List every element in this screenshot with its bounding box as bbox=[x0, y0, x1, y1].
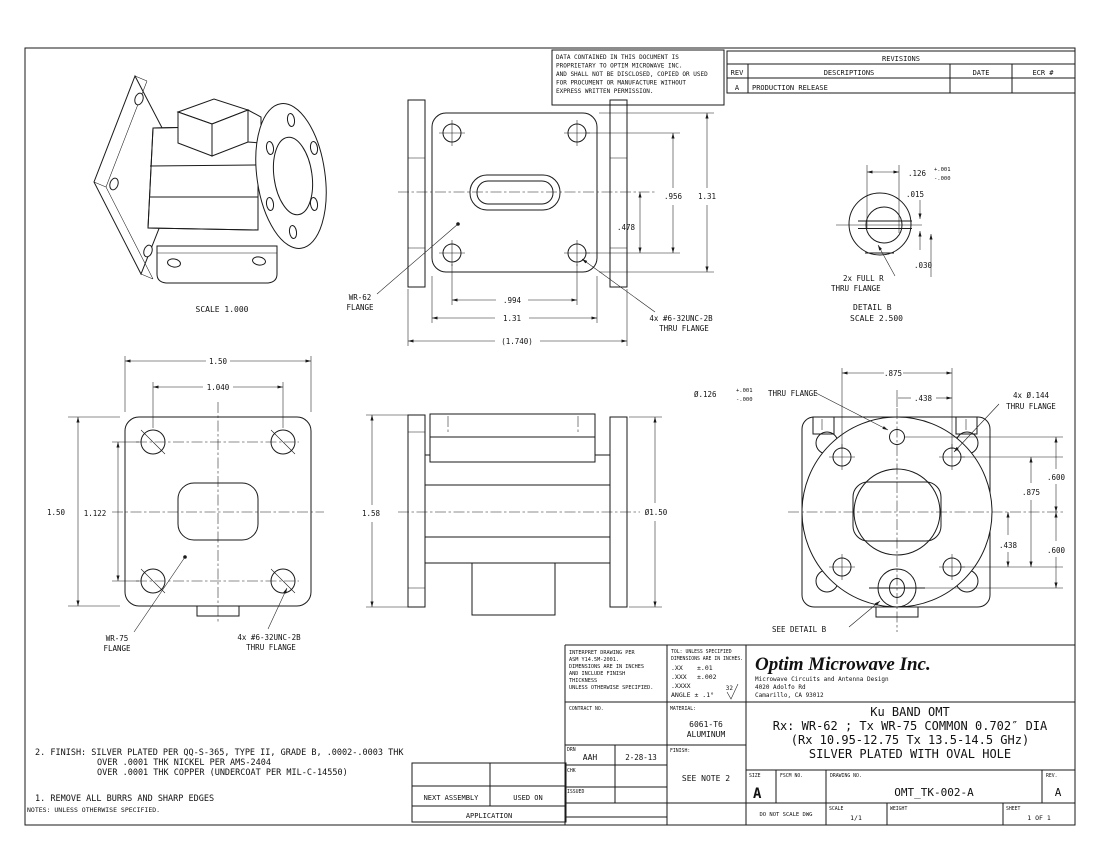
round-flange-view bbox=[694, 368, 1066, 634]
tolerance-xx-value: ±.01 bbox=[697, 664, 713, 672]
detail-b-note-2: THRU FLANGE bbox=[831, 284, 881, 293]
dim-875-right: .875 bbox=[1021, 488, 1041, 497]
application-block bbox=[412, 763, 566, 822]
note-1: 1. REMOVE ALL BURRS AND SHARP EDGES bbox=[35, 794, 215, 804]
prop-line-4: FOR PROCUMENT OR MANUFACTURE WITHOUT bbox=[556, 79, 687, 87]
note-2-line-1: 2. FINISH: SILVER PLATED PER QQ-S-365, TYPE II, GRADE B, .0002-.0003 THK bbox=[35, 748, 404, 758]
title-block bbox=[565, 645, 1075, 825]
prop-line-5: EXPRESS WRITTEN PERMISSION. bbox=[556, 88, 654, 95]
wr62-flange-label-2: FLANGE bbox=[346, 303, 374, 312]
revision-row-rev: A bbox=[734, 84, 740, 92]
tolerance-line-1: TOL: UNLESS SPECIFIED bbox=[671, 650, 732, 655]
interpret-line-2: ASM Y14.5M-2001. bbox=[569, 657, 619, 663]
interpret-line-5: THICKNESS bbox=[569, 678, 598, 684]
material-value-1: 6061-T6 bbox=[689, 720, 723, 729]
prop-line-3: AND SHALL NOT BE DISCLOSED, COPIED OR USED bbox=[556, 71, 708, 78]
wr62-thread-note-2: THRU FLANGE bbox=[659, 324, 709, 333]
dim-126: .126 bbox=[908, 169, 927, 178]
wr75-flange-view bbox=[47, 356, 324, 653]
drawing-no-label: DRAWING NO. bbox=[830, 774, 862, 779]
dim-131-horizontal: 1.31 bbox=[502, 314, 522, 323]
revisions-col-ecr: ECR # bbox=[1032, 69, 1054, 77]
pin-hole-callout: Ø.126 bbox=[694, 390, 717, 399]
rev-value: A bbox=[1054, 786, 1062, 799]
drawing-title-line-2: Rx: WR-62 ; Tx WR-75 COMMON 0.702″ DIA bbox=[772, 719, 1048, 733]
dim-438-right: .438 bbox=[998, 541, 1018, 550]
detail-b-title: DETAIL B bbox=[853, 303, 892, 312]
used-on-label: USED ON bbox=[513, 794, 543, 802]
wr62-flange-label-1: WR-62 bbox=[348, 293, 372, 302]
material-label: MATERIAL: bbox=[670, 707, 696, 712]
revisions-col-rev: REV bbox=[730, 69, 744, 77]
drn-label: DRN bbox=[567, 748, 576, 753]
side-view bbox=[362, 414, 668, 615]
finish-label: FINISH: bbox=[670, 749, 691, 754]
company-tagline: Microwave Circuits and Antenna Design bbox=[755, 676, 889, 683]
dim-600-top: .600 bbox=[1046, 473, 1066, 482]
application-label: APPLICATION bbox=[465, 812, 513, 820]
wr62-thread-note-1: 4x #6-32UNC-2B bbox=[649, 314, 713, 323]
interpret-line-1: INTERPRET DRAWING PER bbox=[569, 650, 635, 656]
weight-label: WEIGHT bbox=[890, 807, 908, 812]
detail-b-scale: SCALE 2.500 bbox=[850, 314, 903, 323]
tolerance-line-2: DIMENSIONS ARE IN INCHES. bbox=[671, 657, 744, 662]
wr75-thread-note-1: 4x #6-32UNC-2B bbox=[237, 633, 301, 642]
revisions-table bbox=[727, 51, 1075, 93]
drawing-title-line-4: SILVER PLATED WITH OVAL HOLE bbox=[808, 747, 1012, 761]
fscm-label: FSCM NO. bbox=[780, 774, 804, 779]
dim-015: .015 bbox=[906, 190, 925, 199]
tolerance-xxx: .XXX bbox=[671, 673, 687, 681]
iso-scale-label: SCALE 1.000 bbox=[195, 305, 249, 314]
dim-158: 1.58 bbox=[361, 509, 381, 518]
pin-hole-tol-minus: -.000 bbox=[736, 397, 753, 403]
revisions-col-desc: DESCRIPTIONS bbox=[823, 69, 875, 77]
dim-994: .994 bbox=[502, 296, 522, 305]
dim-438-top: .438 bbox=[913, 394, 933, 403]
dim-126-tol-plus: +.001 bbox=[934, 167, 951, 173]
drn-name: AAH bbox=[582, 753, 598, 762]
no-scale-label: DO NOT SCALE DWG bbox=[759, 812, 813, 818]
isometric-view bbox=[94, 76, 335, 314]
company-address-1: 4020 Adolfo Rd bbox=[755, 684, 806, 691]
dim-956: .956 bbox=[663, 192, 683, 201]
rev-label: REV. bbox=[1046, 774, 1058, 779]
dim-dia-150: Ø1.50 bbox=[644, 508, 668, 517]
note-2-line-3: OVER .0001 THK COPPER (UNDERCOAT PER MIL-C-14550) bbox=[97, 768, 348, 778]
see-detail-b-label: SEE DETAIL B bbox=[772, 625, 827, 634]
pin-hole-callout-2: THRU FLANGE bbox=[768, 389, 818, 398]
prop-line-1: DATA CONTAINED IN THIS DOCUMENT IS bbox=[556, 54, 679, 61]
interpret-line-6: UNLESS OTHERWISE SPECIFIED. bbox=[569, 685, 654, 691]
proprietary-note bbox=[552, 50, 724, 105]
size-label: SIZE bbox=[749, 774, 761, 779]
dim-131-vertical: 1.31 bbox=[697, 192, 717, 201]
revision-row-desc: PRODUCTION RELEASE bbox=[752, 84, 828, 92]
scale-label: SCALE bbox=[829, 807, 844, 812]
tolerance-xxxx: .XXXX bbox=[671, 682, 691, 690]
notes-header: NOTES: UNLESS OTHERWISE SPECIFIED. bbox=[27, 806, 161, 814]
dim-1122: 1.122 bbox=[83, 509, 107, 518]
tolerance-xx: .XX bbox=[671, 664, 683, 672]
sheet-value: 1 OF 1 bbox=[1027, 814, 1051, 822]
dim-875-top: .875 bbox=[883, 369, 903, 378]
dim-150-left: 1.50 bbox=[46, 508, 66, 517]
interpret-line-3: DIMENSIONS ARE IN INCHES bbox=[569, 664, 644, 670]
drawing-title-line-1: Ku BAND OMT bbox=[870, 705, 950, 719]
size-value: A bbox=[753, 786, 762, 802]
prop-line-2: PROPRIETARY TO OPTIM MICROWAVE INC. bbox=[556, 62, 683, 70]
company-address-2: Camarillo, CA 93012 bbox=[755, 692, 824, 699]
detail-b-view bbox=[831, 165, 951, 323]
bolt-hole-callout-2: THRU FLANGE bbox=[1006, 402, 1056, 411]
wr75-thread-note-2: THRU FLANGE bbox=[246, 643, 296, 652]
dim-478: .478 bbox=[616, 223, 635, 232]
company-logo: Optim Microwave Inc. bbox=[755, 654, 931, 675]
dim-030: .030 bbox=[914, 261, 933, 270]
chk-label: CHK bbox=[567, 769, 576, 774]
drawing-title-line-3: (Rx 10.95-12.75 Tx 13.5-14.5 GHz) bbox=[790, 733, 1030, 747]
wr75-flange-label-2: FLANGE bbox=[103, 644, 131, 653]
dim-1740: (1.740) bbox=[501, 337, 533, 346]
pin-hole-tol-plus: +.001 bbox=[736, 388, 753, 394]
interpret-line-4: AND INCLUDE FINISH bbox=[569, 671, 626, 677]
drn-date: 2-28-13 bbox=[625, 753, 657, 762]
drawing-no-value: OMT_TK-002-A bbox=[894, 786, 974, 799]
material-value-2: ALUMINUM bbox=[686, 730, 726, 739]
revisions-title: REVISIONS bbox=[882, 55, 920, 63]
dim-126-tol-minus: -.000 bbox=[934, 176, 951, 182]
dim-150-top: 1.50 bbox=[208, 357, 228, 366]
dim-1040: 1.040 bbox=[206, 383, 230, 392]
tolerance-xxx-value: ±.002 bbox=[697, 673, 717, 681]
sheet-label: SHEET bbox=[1006, 807, 1021, 812]
wr75-flange-label-1: WR-75 bbox=[105, 634, 129, 643]
note-2-line-2: OVER .0001 THK NICKEL PER AMS-2404 bbox=[97, 758, 271, 768]
scale-value: 1/1 bbox=[850, 814, 862, 822]
dim-600-bottom: .600 bbox=[1046, 546, 1066, 555]
finish-value: SEE NOTE 2 bbox=[681, 774, 731, 783]
revisions-col-date: DATE bbox=[972, 69, 990, 77]
tolerance-angle: ANGLE ± .1° bbox=[671, 691, 715, 699]
surface-finish-value: 32 bbox=[725, 685, 733, 692]
wr62-flange-view bbox=[346, 100, 716, 346]
notes bbox=[27, 748, 404, 814]
contract-no-label: CONTRACT NO. bbox=[569, 707, 604, 712]
bolt-hole-callout-1: 4x Ø.144 bbox=[1012, 391, 1050, 400]
detail-b-note-1: 2x FULL R bbox=[843, 274, 884, 283]
issued-label: ISSUED bbox=[567, 790, 585, 795]
next-assembly-label: NEXT ASSEMBLY bbox=[423, 794, 479, 802]
